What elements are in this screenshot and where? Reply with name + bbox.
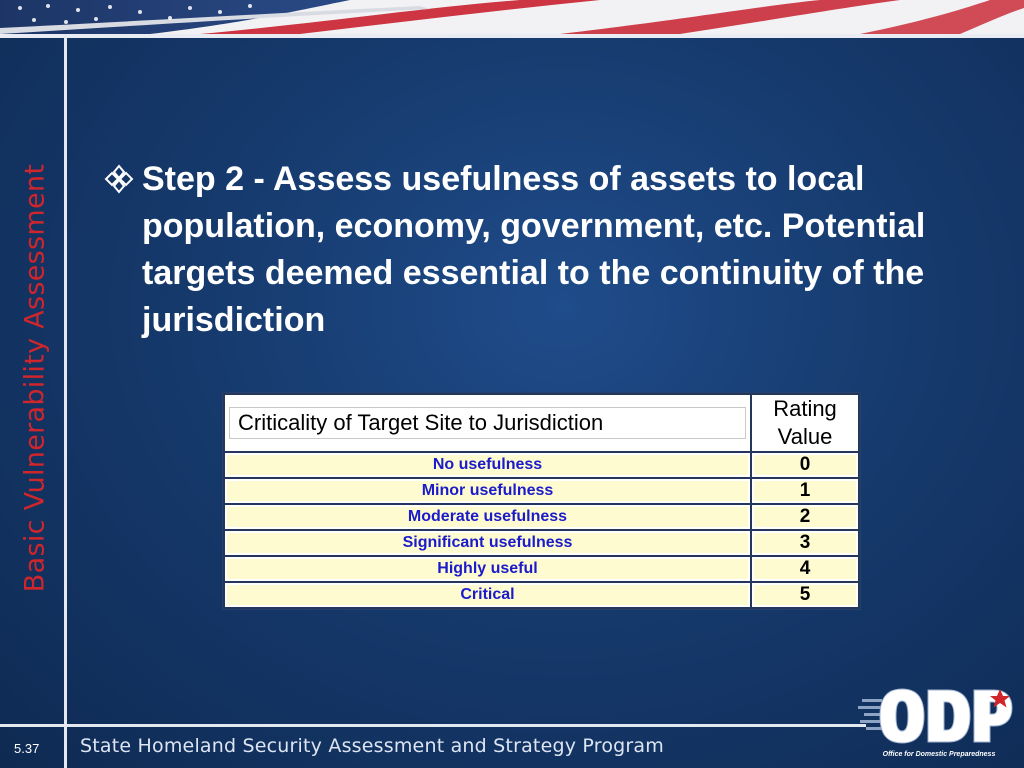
header-criticality-label: Criticality of Target Site to Jurisdiction — [229, 407, 746, 439]
bullet-point — [104, 156, 994, 344]
criticality-table — [223, 393, 860, 609]
side-title: Basic Vulnerability Assessment — [19, 163, 51, 593]
footer-program-title: State Homeland Security Assessment and Strategy Program — [80, 735, 664, 757]
header-criticality — [224, 394, 751, 452]
usefulness-level: Moderate usefulness — [224, 504, 751, 530]
table-row — [224, 504, 859, 530]
slide-number: 5.37 — [14, 741, 40, 756]
rating-value: 2 — [751, 504, 859, 530]
rating-value: 4 — [751, 556, 859, 582]
usefulness-level: Highly useful — [224, 556, 751, 582]
header-rating-line1: Rating — [773, 396, 837, 421]
table-row — [224, 478, 859, 504]
header-rating-value — [751, 394, 859, 452]
rating-value: 3 — [751, 530, 859, 556]
footer-divider — [0, 724, 866, 727]
banner-divider — [0, 34, 1024, 38]
header-rating-line2: Value — [777, 424, 833, 449]
usefulness-level: No usefulness — [224, 452, 751, 478]
table-row — [224, 452, 859, 478]
table-row — [224, 582, 859, 608]
table-row — [224, 556, 859, 582]
diamond-quad-bullet-icon — [104, 156, 142, 344]
odp-logo — [858, 685, 1018, 765]
rating-value: 0 — [751, 452, 859, 478]
odp-logo-caption: Office for Domestic Preparedness — [882, 751, 996, 758]
sidebar-divider — [64, 34, 67, 768]
flag-stripes-image — [0, 0, 1024, 34]
rating-value: 5 — [751, 582, 859, 608]
odp-logo-mark — [858, 685, 1018, 747]
usefulness-level: Minor usefulness — [224, 478, 751, 504]
table-row — [224, 530, 859, 556]
flag-banner — [0, 0, 1024, 34]
bullet-text: Step 2 - Assess usefulness of assets to local population, economy, government, etc. Potential targets deemed essential to the continuity of the jurisdiction — [142, 160, 926, 339]
rating-value: 1 — [751, 478, 859, 504]
table-header-row — [224, 394, 859, 452]
usefulness-level: Significant usefulness — [224, 530, 751, 556]
usefulness-level: Critical — [224, 582, 751, 608]
